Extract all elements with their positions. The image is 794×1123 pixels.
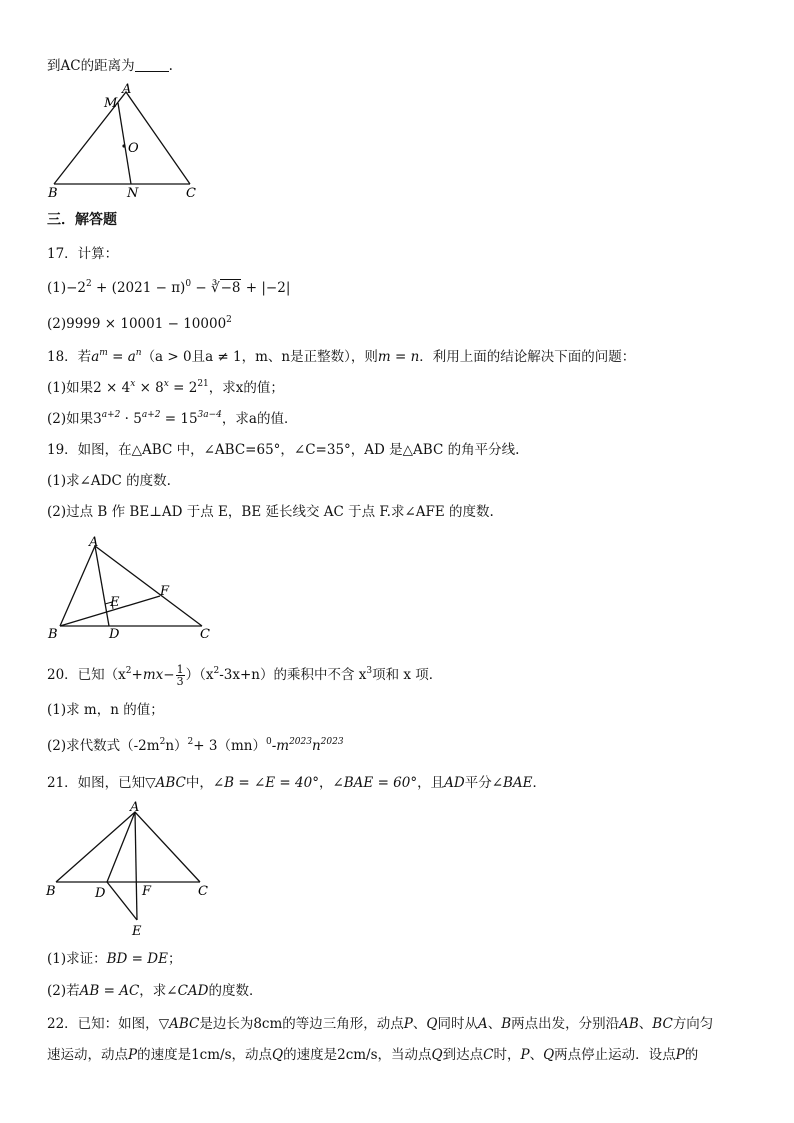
point-label-f: F	[142, 884, 152, 899]
q18-part1: (1)如果$2 \times 4^x \times 8^x = 2^{21}$，求x的值；	[47, 379, 284, 396]
q21-title: 21．如图，已知▽ABC中，∠B = ∠E = 40°，∠BAE = 60°，且AD平分∠BAE．	[47, 775, 547, 791]
point-label-d: D	[109, 627, 120, 642]
point-label-f: F	[160, 584, 170, 599]
q18-part2: (2)如果$3^{a+2} \cdot 5^{a+2} = 15^{3a-4}$，求a的值．	[47, 410, 298, 427]
q20-title: 20．已知（$x^2+mx-$ $\frac{1}{3}$ ）$(x^2-3x+n)$的乘积中不含 $x^3$项和 x 项．	[47, 663, 443, 688]
q17-part1: $(1)-2^2 + (2021 - \pi)^0$ − ∛−8 + |−2|	[47, 279, 291, 296]
q19-part1: (1)求∠ADC 的度数.	[47, 473, 171, 489]
vertex-label-b: B	[48, 627, 58, 642]
vertex-label-b: B	[46, 884, 56, 899]
point-label-o: O	[128, 141, 139, 156]
point-label-n: N	[127, 186, 139, 201]
triangle-figure-abc-def-e	[40, 800, 230, 940]
fraction-one-third: $\frac{1}{3}$	[176, 663, 184, 688]
point-label-e: E	[132, 924, 142, 939]
q17-part2: $(2)9999 \times 10001 - 10000^2$	[47, 315, 232, 332]
q19-part2: (2)过点 B 作 BE⊥AD 于点 E，BE 延长线交 AC 于点 F.求∠AFE 的度数.	[47, 504, 494, 520]
vertex-label-a: A	[89, 535, 99, 550]
vertex-label-b: B	[48, 186, 58, 201]
q22-line2: 速运动，动点P的速度是1cm/s，动点Q的速度是2cm/s，当动点Q到达点C时，P、Q两点停止运动．设点P的	[47, 1047, 699, 1063]
triangle-figure-abc-def	[40, 534, 230, 644]
point-label-m: M	[104, 96, 118, 111]
vertex-label-a: A	[122, 82, 132, 97]
vertex-label-c: C	[186, 186, 196, 201]
answer-blank	[135, 59, 169, 72]
triangle-figure-abc-mno	[40, 80, 210, 200]
point-label-d: D	[95, 886, 106, 901]
q19-title: 19．如图，在△ABC 中，∠ABC=65°，∠C=35°，AD 是△ABC 的角平分线.	[47, 442, 520, 458]
q22-line1: 22．已知：如图，▽ABC是边长为8cm的等边三角形，动点P、Q同时从A、B两点出发，分别沿AB、BC方向匀	[47, 1016, 714, 1032]
section-heading: 三．解答题	[47, 212, 117, 228]
q18-title: 18．若$a^m = a^n(a > 0$且a ≠ 1，m、n是正整数），则m = n．利用上面的结论解决下面的问题：	[47, 348, 636, 365]
q21-part1: (1)求证：BD = DE；	[47, 951, 182, 967]
q21-part2: (2)若AB = AC，求∠CAD的度数．	[47, 983, 263, 999]
vertex-label-a: A	[130, 800, 140, 815]
q17-title: 17．计算：	[47, 246, 119, 262]
point-label-e: E	[110, 595, 120, 610]
q20-part2: (2)求代数式$(-2m^2n)^2+ 3(mn)^0-m^{2023}n^{2023}$	[47, 737, 344, 754]
q16-tail-line: 到AC的距离为 .	[47, 58, 173, 74]
q20-part1: (1)求 m，n 的值；	[47, 702, 164, 718]
vertex-label-c: C	[200, 627, 210, 642]
vertex-label-c: C	[198, 884, 208, 899]
